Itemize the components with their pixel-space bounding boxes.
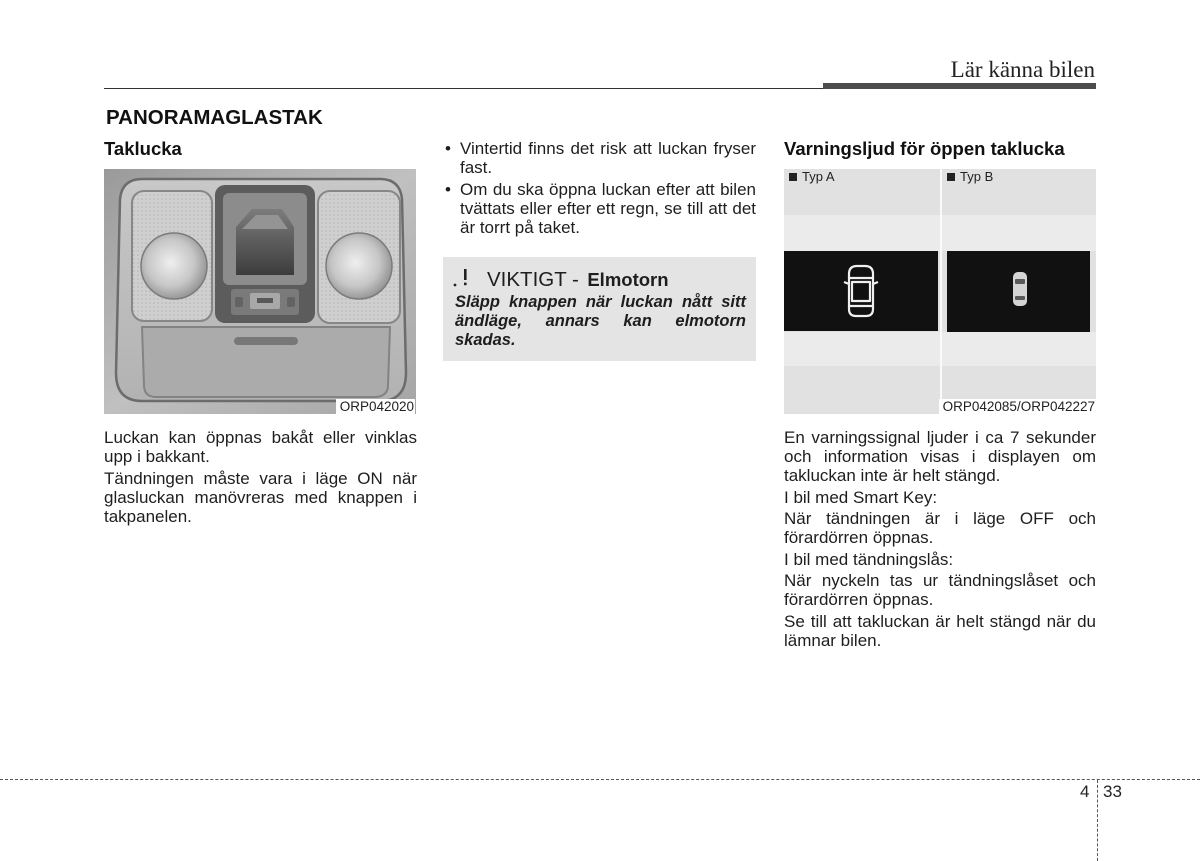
type-a-text: Typ A bbox=[802, 169, 835, 184]
header-rule-bar bbox=[823, 83, 1096, 89]
overhead-console-photo bbox=[104, 169, 416, 414]
paragraph: När tändningen är i läge OFF och förardörren öppnas. bbox=[784, 509, 1096, 547]
footer-divider bbox=[1097, 780, 1098, 861]
square-bullet-icon bbox=[789, 173, 797, 181]
display-figure bbox=[784, 169, 1096, 414]
paragraph: Luckan kan öppnas bakåt eller vinklas upp i bakkant. bbox=[104, 428, 417, 466]
warning-sound-heading: Varningsljud för öppen taklucka bbox=[784, 138, 1065, 159]
type-b-text: Typ B bbox=[960, 169, 994, 184]
paragraph: Se till att takluckan är helt stängd när du lämnar bilen. bbox=[784, 611, 1096, 650]
car-icon bbox=[1013, 272, 1027, 306]
notice-box bbox=[443, 257, 756, 361]
footer-rule bbox=[0, 779, 1200, 780]
taklucka-text bbox=[104, 428, 417, 528]
figure-code: ORP042020 bbox=[336, 399, 415, 414]
notice-label: VIKTIGT - bbox=[487, 268, 579, 291]
paragraph: När nyckeln tas ur tändningslåset och förardörren öppnas. bbox=[784, 571, 1096, 609]
paragraph: En varningssignal ljuder i ca 7 sekunder och information visas i displayen om takluckan inte är helt stängd. bbox=[784, 428, 1096, 485]
notice-topic: Elmotorn bbox=[587, 269, 669, 290]
figure-code: ORP042085/ORP042227 bbox=[939, 399, 1096, 414]
list-item: • Om du ska öppna luckan efter att bilen tvättats eller efter ett regn, se till att det är torrt på taket. bbox=[443, 180, 756, 237]
paragraph: Tändningen måste vara i läge ON när glasluckan manövreras med knappen i takpanelen. bbox=[104, 468, 417, 526]
type-a-label bbox=[789, 169, 835, 184]
notice-text: Släpp knappen när luckan nått sitt ändläge, annars kan elmotorn skadas. bbox=[455, 293, 746, 349]
paragraph: I bil med tändningslås: bbox=[784, 549, 954, 569]
taklucka-heading: Taklucka bbox=[104, 138, 182, 159]
chapter-number: 4 bbox=[1080, 782, 1090, 801]
notice-title bbox=[487, 268, 669, 294]
section-title: Lär känna bilen bbox=[950, 57, 1095, 82]
type-b-label bbox=[947, 169, 993, 184]
page-number: 33 bbox=[1103, 782, 1122, 801]
list-item: • Vintertid finns det risk att luckan fryser fast. bbox=[443, 139, 756, 177]
page-title: PANORAMAGLASTAK bbox=[106, 106, 323, 129]
tips-list bbox=[443, 139, 756, 240]
warning-sound-text bbox=[784, 428, 1096, 652]
warning-icon bbox=[452, 268, 474, 290]
square-bullet-icon bbox=[947, 173, 955, 181]
paragraph: I bil med Smart Key: bbox=[784, 487, 938, 507]
